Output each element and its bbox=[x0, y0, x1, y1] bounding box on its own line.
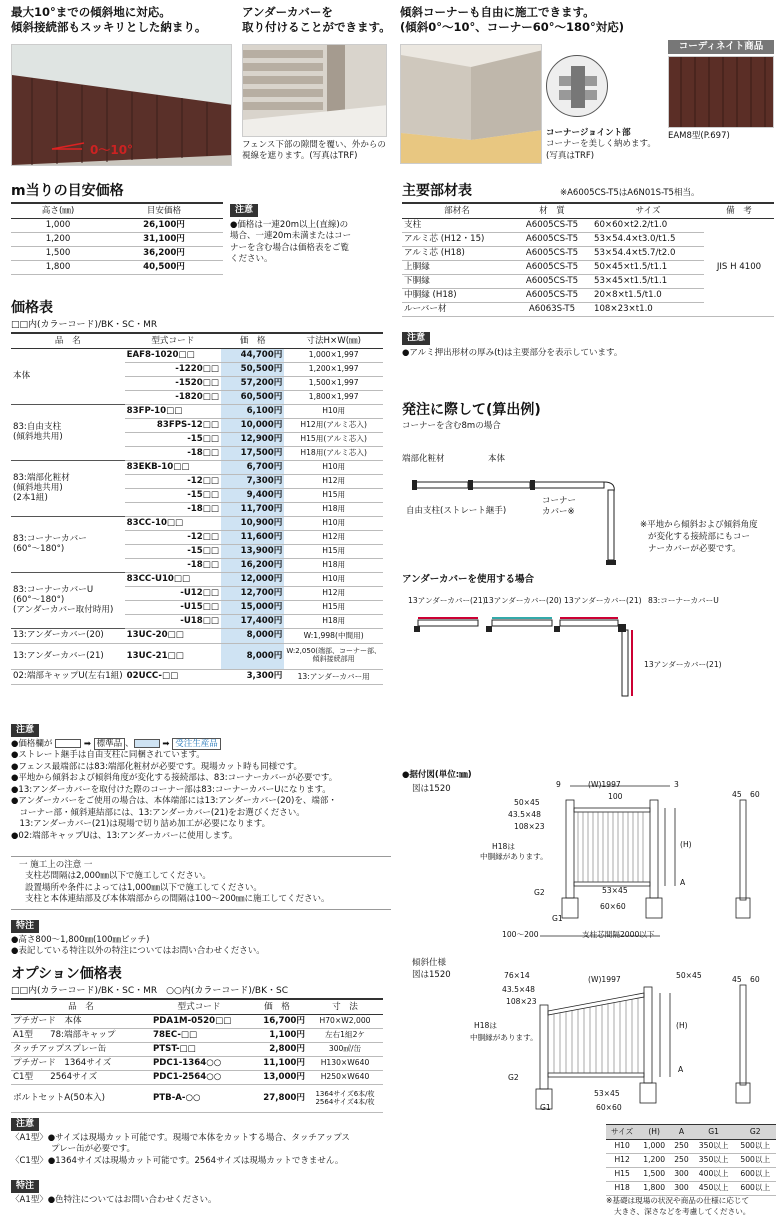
option-row: プチガード 1364サイズ PDC1-1364○○ 11,100円 H130×W640 bbox=[11, 1056, 383, 1070]
order-title: 発注に際して(算出例) bbox=[402, 402, 541, 418]
option-title: オプション価格表 bbox=[11, 966, 122, 982]
price-row: -15□□ 13,900円 H15用 bbox=[11, 544, 383, 558]
product-name: 83:端部化粧材 (傾斜地共用) (2本1組) bbox=[11, 460, 125, 516]
coordinate-badge: コーディネイト商品 bbox=[668, 40, 774, 54]
eam8-photo bbox=[668, 56, 774, 128]
photo3-caption: 傾斜コーナーも自由に施工できます。 (傾斜0°〜10°、コーナー60°〜180°対応) bbox=[400, 5, 625, 34]
opt-special: 〈A1型〉●色特注についてはお問い合わせください。 bbox=[11, 1195, 217, 1205]
order-diagram: 端部化粧材 本体 コーナー カバー※ 自由支柱(ストレート継手) ※平地から傾斜および傾斜角度 が変化する接続部にもコー ナーカバーが必要です。 bbox=[402, 440, 782, 570]
parts-note: ●アルミ押出形材の厚み(t)は主要部分を表示しています。 bbox=[402, 348, 623, 358]
product-name: 83:自由支柱 (傾斜地共用) bbox=[11, 404, 125, 460]
parts-table: 部材名 材 質 サイズ 備 考 支柱 A6005CS-T5 60×60×t2.2/t1.0 JIS H 4100 アルミ芯 (H12・15) A6005CS-T5 53×54.4×t3.0/t1.5 アルミ芯 (H18) A6005CS-T5 53×54.4×t5.7/t2.0 上胴縁 A6005CS-T5 50×45×t1.5/t1.1 下胴縁 A6005CS-T5 53×45×t1.5/t1.1 中胴縁 (H18) A6005CS-T5 20×8×t1.5/t1.0 ルーバー材 A6063S-T5 108×23×t1.0 bbox=[402, 202, 774, 317]
price-row: 83:端部化粧材 (傾斜地共用) (2本1組) 83EKB-10□□ 6,700円 H10用 bbox=[11, 460, 383, 474]
slope-drawing: 76×14 (W)1997 50×45 43.5×48 108×23 H18は 中胴縁があります。 (H) A G2 53×45 G1 60×60 45 60 bbox=[470, 971, 760, 1112]
option-row: A1型 78:端部キャップ 78EC-□□ 1,100円 左右1組2ケ bbox=[11, 1028, 383, 1042]
angle-label: 0〜10° bbox=[90, 143, 134, 157]
fig2-label: 図は1520 bbox=[412, 970, 451, 980]
price-row: -U18□□ 17,400円 H18用 bbox=[11, 614, 383, 628]
foundation-table: サイズ (H) A G1 G2 H10 1,000 250 350以上 500以上 H12 1,200 250 350以上 500以上 H15 1,500 300 400以上 600以上 H18 1,800 300 450以上 600以上 bbox=[606, 1124, 776, 1196]
price-color-code: □□内(カラーコード)/BK・SC・MR bbox=[11, 320, 158, 330]
caution-list: ●価格欄が ➡ 標準品 、 ➡ 受注生産品 ●ストレート継手は自由支柱に同梱されています。 ●フェンス最端部には83:端部化粧材が必要です。現場カット時も同様です。 ●平地から傾斜および傾斜角度が変化する接続部は、83:コーナーカバーが必要です。 ●13:アンダーカバーを取付けた際のコーナー部は83:コーナーカバーUになります。 ●アンダーカバーをご使用の場合は、本体端部には13:アンダーカバー(20)を、端部・ コーナー部・傾斜連結部には、13:アンダーカバー(21)をお選びください。 13:アンダーカバー(21)は現場で切り詰め加工が必要になります。 ●02:端部キャップUは、13:アンダーカバーに使用します。 bbox=[11, 739, 391, 842]
photo2-note: フェンス下部の隙間を覆い、外からの 視線を遮ります。(写真はTRF) bbox=[242, 140, 386, 162]
price-row: -12□□ 7,300円 H12用 bbox=[11, 474, 383, 488]
price-row: -U15□□ 15,000円 H15用 bbox=[11, 600, 383, 614]
fig1-label: 図は1520 bbox=[412, 784, 451, 794]
foundation-note-1: ※基礎は現場の状況や商品の仕様に応じて bbox=[606, 1196, 750, 1205]
option-table: 品 名 型式コード 価 格 寸 法 プチガード 本体 PDA1M-0520□□ 16,700円 H70×W2,000 A1型 78:端部キャップ 78EC-□□ 1,100円 左右1組2ケ タッチアップスプレー缶 PTST-□□ 2,800円 300㎖/缶 プチガード 1364サイズ PDC1-1364○○ 11,100円 H130×W640 C1型 2564サイズ PDC1-2564○○ 13,000円 H250×W640 ボルトセットA(50本入) PTB-A-○○ 27,800円 1364サイズ6本/枚 2564サイズ4本/枚 bbox=[11, 998, 383, 1113]
order-sub: コーナーを含む8mの場合 bbox=[402, 421, 501, 431]
corner-joint-detail bbox=[546, 55, 608, 117]
price-row: -1520□□ 57,200円 1,500×1,997 bbox=[11, 376, 383, 390]
price-row: 13:アンダーカバー(20) 13UC-20□□ 8,000円 W:1,998(中間用) bbox=[11, 628, 383, 643]
drawing-title: ●据付図(単位:㎜) bbox=[402, 770, 472, 780]
parts-title: 主要部材表 bbox=[402, 183, 472, 199]
option-row: プチガード 本体 PDA1M-0520□□ 16,700円 H70×W2,000 bbox=[11, 1014, 383, 1028]
price-row: -15□□ 12,900円 H15用(アルミ芯入) bbox=[11, 432, 383, 446]
product-name: 83:コーナーカバーU (60°〜180°) (アンダーカバー取付時用) bbox=[11, 572, 125, 628]
photo2-caption: アンダーカバーを 取り付けることができます。 bbox=[242, 5, 391, 34]
opt-note-tag: 注意 bbox=[11, 1118, 39, 1131]
price-row: -18□□ 11,700円 H18用 bbox=[11, 502, 383, 516]
price-per-m-note-tag: 注意 bbox=[230, 204, 258, 217]
price-row: 02:端部キャップU(左右1組) 02UCC-□□ 3,300円 13:アンダーカバー用 bbox=[11, 669, 383, 684]
price-row: 83:コーナーカバー (60°〜180°) 83CC-10□□ 10,900円 H10用 bbox=[11, 516, 383, 530]
caution-tag: 注意 bbox=[11, 724, 39, 737]
corner-joint-note: コーナージョイント部 コーナーを美しく納めます。 (写真はTRF) bbox=[546, 128, 656, 161]
price-row: -18□□ 16,200円 H18用 bbox=[11, 558, 383, 572]
price-row: 13:アンダーカバー(21) 13UC-21□□ 8,000円 W:2,050(端部、コーナー部、 傾斜接続部用 bbox=[11, 643, 383, 669]
price-row: 本体 EAF8-1020□□ 44,700円 1,000×1,997 bbox=[11, 348, 383, 362]
option-row: タッチアップスプレー缶 PTST-□□ 2,800円 300㎖/缶 bbox=[11, 1042, 383, 1056]
slope-label: 傾斜仕様 bbox=[412, 958, 447, 968]
price-row: -1220□□ 50,500円 1,200×1,997 bbox=[11, 362, 383, 376]
elevation-drawing: 9 (W)1997 3 100 50×45 43.5×48 108×23 H18は 中胴縁があります。 (H) A G2 53×45 G1 60×60 100〜200 支柱芯間隔2000以下 45 60 bbox=[480, 780, 760, 939]
price-per-m-note: ●価格は一連20m以上(直線)の 場合、一連20m未満またはコー ナーを含む場合は価格表をご覧 ください。 bbox=[230, 220, 352, 265]
uc-diagram: 13アンダーカバー(21) 13アンダーカバー(20) 13アンダーカバー(21) 83:コーナーカバーU 13アンダーカバー(21) bbox=[402, 592, 782, 702]
uc-title: アンダーカバーを使用する場合 bbox=[402, 574, 535, 585]
parts-note-tag: 注意 bbox=[402, 332, 430, 345]
eam8-caption: EAM8型(P.697) bbox=[668, 131, 730, 141]
special-list: ●高さ800〜1,800㎜(100㎜ピッチ) ●表記している特注以外の特注についてはお問い合わせください。 bbox=[11, 935, 265, 957]
foundation-note-2: 大きさ、深さなどを考慮してください。 bbox=[614, 1207, 751, 1216]
price-row: -18□□ 17,500円 H18用(アルミ芯入) bbox=[11, 446, 383, 460]
price-row: -12□□ 11,600円 H12用 bbox=[11, 530, 383, 544]
opt-special-tag: 特注 bbox=[11, 1180, 39, 1193]
price-row: -1820□□ 60,500円 1,800×1,997 bbox=[11, 390, 383, 404]
construction-notes: 一 施工上の注意 一 支柱芯間隔は2,000㎜以下で施工してください。 設置場所や条件によっては1,000㎜以下で施工してください。 支柱と本体連結部及び本体端部からの間隔は100〜200㎜に施工してください。 bbox=[11, 856, 391, 910]
price-row: 83FPS-12□□ 10,000円 H12用(アルミ芯入) bbox=[11, 418, 383, 432]
price-per-m-title: m当りの目安価格 bbox=[11, 183, 124, 199]
price-row: -U12□□ 12,700円 H12用 bbox=[11, 586, 383, 600]
product-name: 本体 bbox=[11, 348, 125, 404]
price-row: -15□□ 9,400円 H15用 bbox=[11, 488, 383, 502]
price-row: 83:コーナーカバーU (60°〜180°) (アンダーカバー取付時用) 83CC-U10□□ 12,000円 H10用 bbox=[11, 572, 383, 586]
price-per-m-table: 高さ(㎜) 目安価格 1,000 26,100円 1,200 31,100円 1,500 36,200円 1,800 40,500円 bbox=[11, 202, 223, 275]
option-row: C1型 2564サイズ PDC1-2564○○ 13,000円 H250×W640 bbox=[11, 1070, 383, 1084]
price-table: 品 名 型式コード 価 格 寸法H×W(㎜) 本体 EAF8-1020□□ 44,700円 1,000×1,997 -1220□□ 50,500円 1,200×1,997 -1520□□ 57,200円 1,500×1,997 -1820□□ 60,500円 1,800×1,997 83:自由支柱 (傾斜地共用) 83FP-10□□ 6,100円 H10用 83FPS-12□□ 10,000円 H12用(アルミ芯入) -15□□ 12,900円 H15用(アルミ芯入) -18□□ 17,500円 H18用(アルミ芯入) 83:端部化粧材 (傾斜地共用) (2本1組) 83EKB-10□□ 6,700円 H10用 -12□□ 7,300円 H12用 -15□□ 9,400円 H15用 -18□□ 11,700円 H18用 83:コーナーカバー (60°〜180°) 83CC-10□□ 10,900円 H10用 -12□□ 11,600円 H12用 -15□□ 13,900円 H15用 -18□□ 16,200円 H18用 83:コーナーカバーU (60°〜180°) (アンダーカバー取付時用) 83CC-U10□□ 12,000円 H10用 -U12□□ 12,700円 H12用 -U15□□ 15,000円 H15用 -U18□□ 17,400円 H18用 13:アンダーカバー(20) 13UC-20□□ 8,000円 W:1,998(中間用) 13:アンダーカバー(21) 13UC-21□□ 8,000円 W:2,050(端部、コーナー部、 傾斜接続部用 02:端部キャップU(左右1組) 02UCC-□□ 3,300円 13:アンダーカバー用 bbox=[11, 332, 383, 685]
special-tag: 特注 bbox=[11, 920, 39, 933]
product-name: 83:コーナーカバー (60°〜180°) bbox=[11, 516, 125, 572]
option-row: ボルトセットA(50本入) PTB-A-○○ 27,800円 1364サイズ6本/枚 2564サイズ4本/枚 bbox=[11, 1084, 383, 1112]
under-cover-photo bbox=[242, 44, 387, 137]
opt-note: 〈A1型〉●サイズは現場カット可能です。現場で本体をカットする場合、タッチアップス プレー缶が必要です。 〈C1型〉●1364サイズは現場カット可能です。2564サイズは現場カットできません。 bbox=[11, 1133, 350, 1166]
parts-sub: ※A6005CS-T5はA6N01S-T5相当。 bbox=[560, 188, 700, 198]
price-table-title: 価格表 bbox=[11, 300, 53, 316]
option-color-code: □□内(カラーコード)/BK・SC・MR ○○内(カラーコード)/BK・SC bbox=[11, 986, 288, 996]
photo1-caption: 最大10°までの傾斜地に対応。 傾斜接続部もスッキリとした納まり。 bbox=[11, 5, 207, 34]
caution-legend: ●価格欄が ➡ 標準品 、 ➡ 受注生産品 bbox=[11, 739, 391, 750]
price-row: 83:自由支柱 (傾斜地共用) 83FP-10□□ 6,100円 H10用 bbox=[11, 404, 383, 418]
slope-fence-photo bbox=[11, 44, 232, 166]
corner-photo bbox=[400, 44, 542, 164]
